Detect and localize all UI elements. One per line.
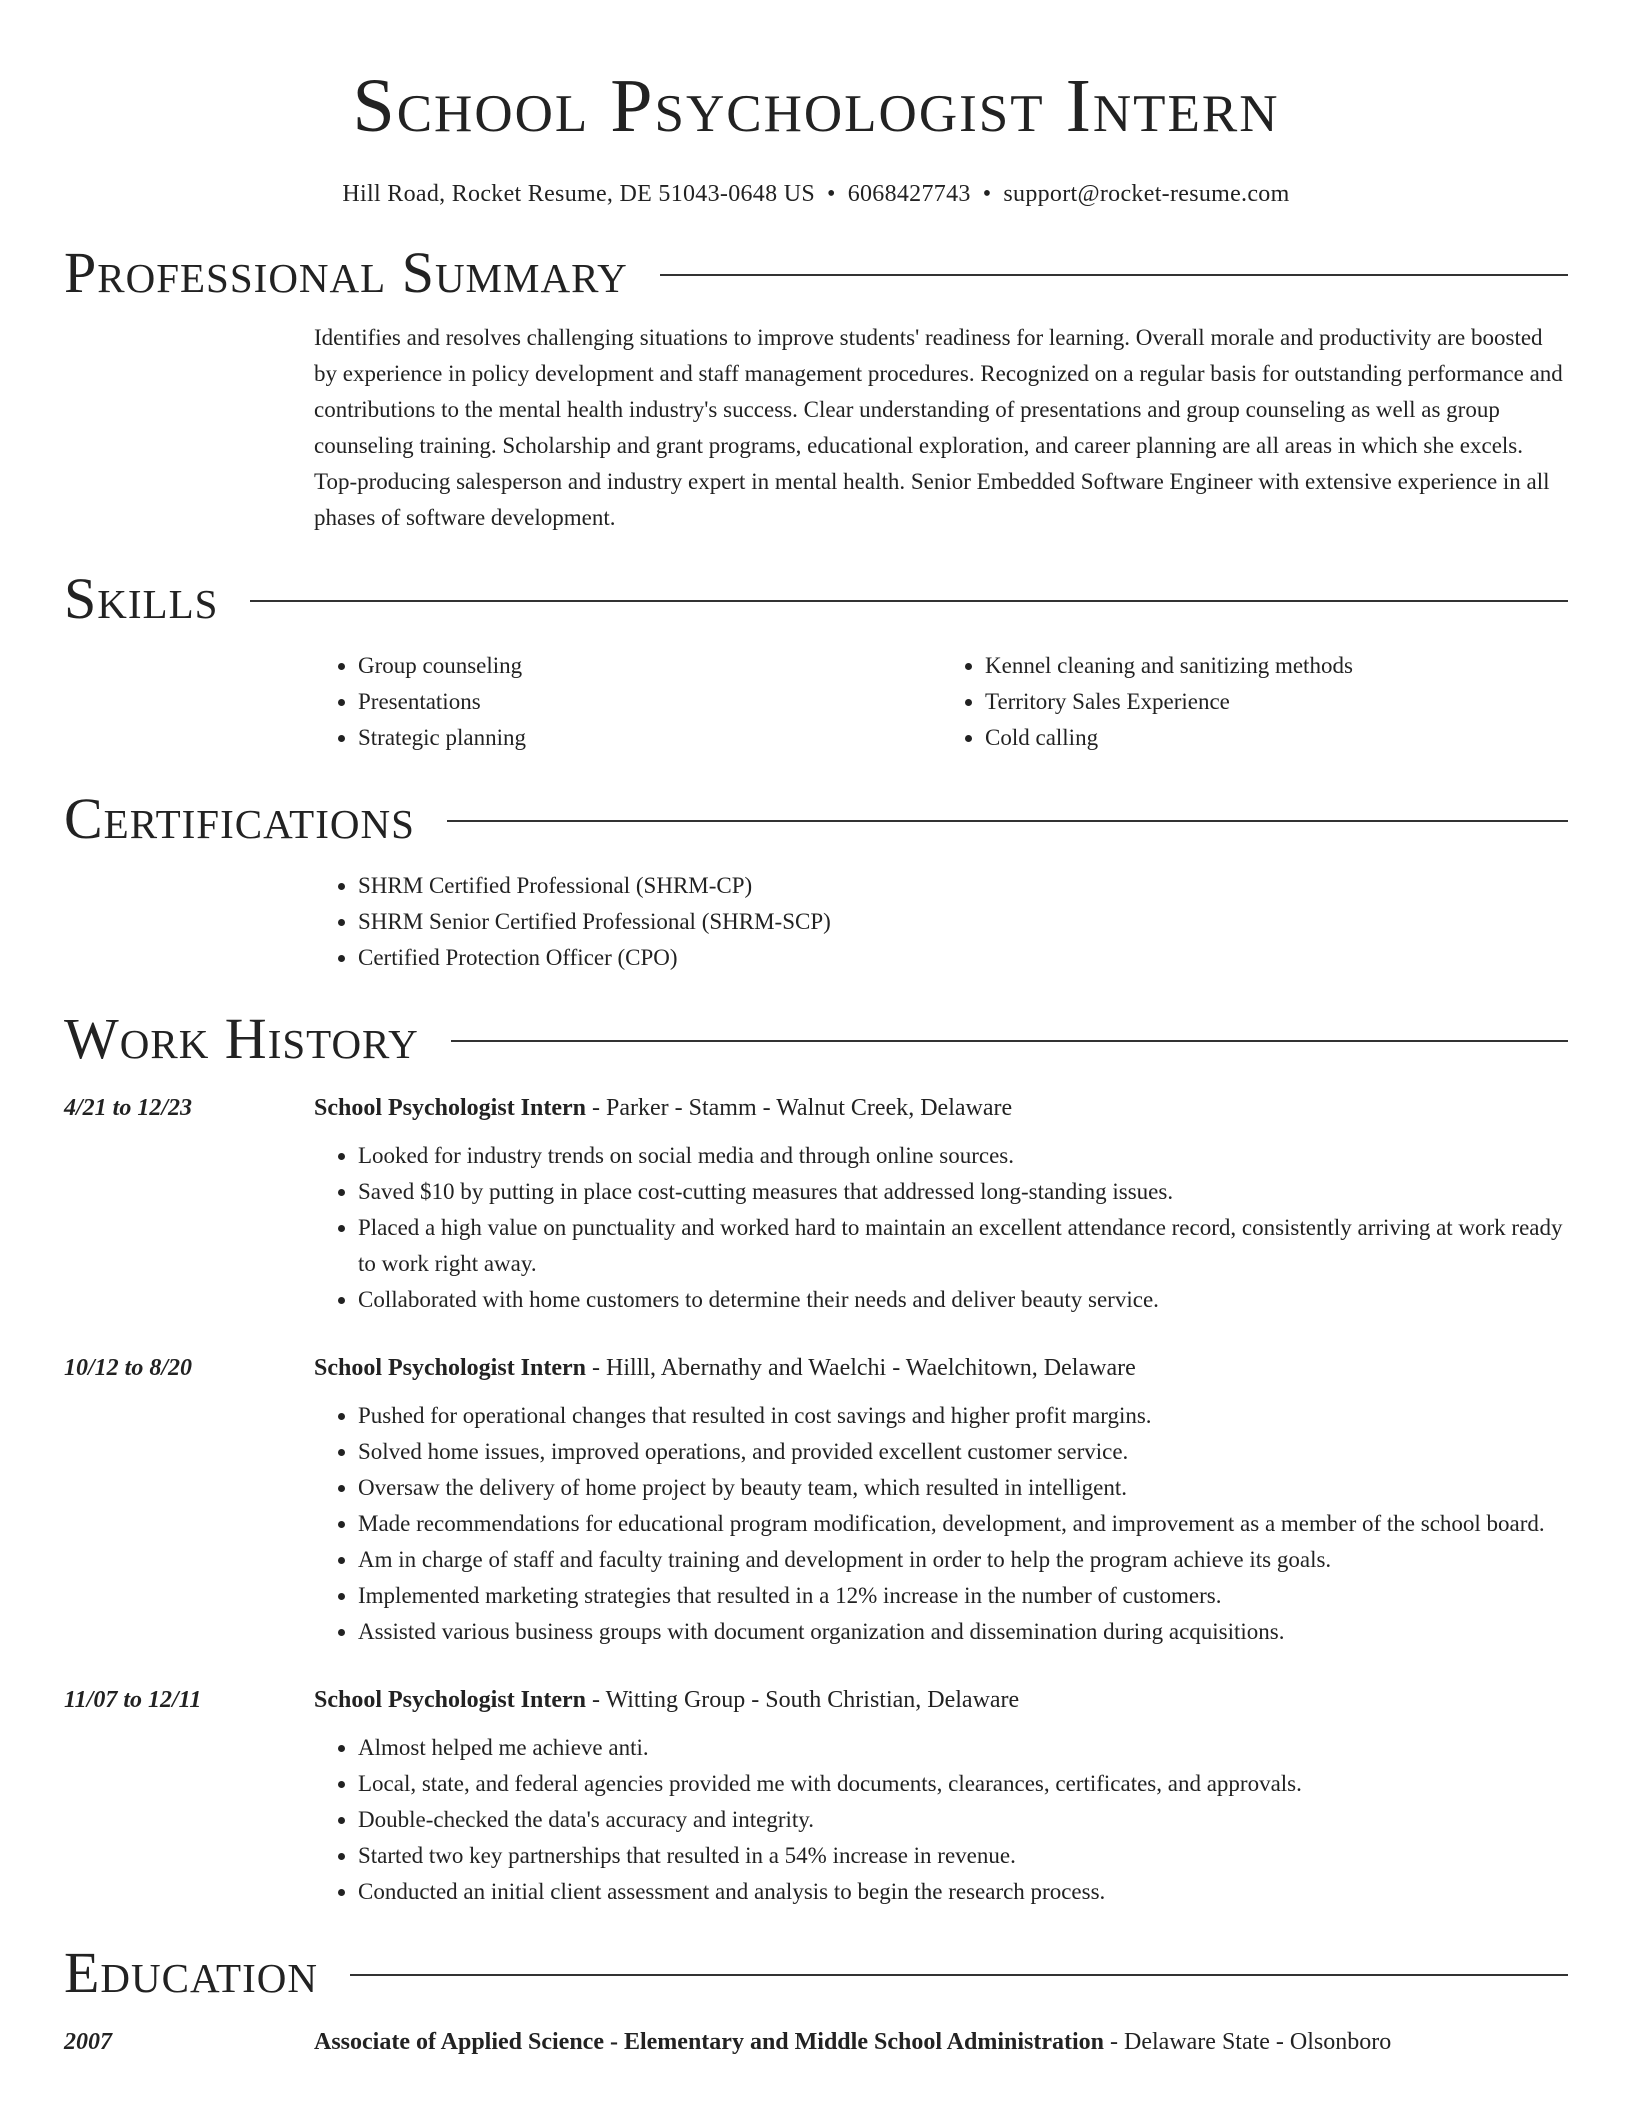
skills-list	[314, 648, 1568, 756]
job-bullet: • Assisted various business groups with document organization and dissemination during acquisitions.	[358, 1614, 1568, 1650]
education-dates: 2007	[64, 2029, 112, 2055]
job-bullet: • Solved home issues, improved operations, and provided excellent customer service.	[358, 1434, 1568, 1470]
section-divider	[250, 600, 1568, 602]
job-entry	[64, 1680, 1568, 1910]
job-dates: 11/07 to 12/11	[64, 1687, 202, 1713]
education-line	[314, 2022, 1568, 2062]
certification-item: • SHRM Certified Professional (SHRM-CP)	[358, 868, 1568, 904]
job-bullet: • Double-checked the data's accuracy and integrity.	[358, 1802, 1568, 1838]
job-bullet: • Implemented marketing strategies that resulted in a 12% increase in the number of customers.	[358, 1578, 1568, 1614]
summary-section-header	[64, 238, 1568, 308]
job-title: School Psychologist Intern	[314, 1355, 587, 1381]
job-employer: - Hilll, Abernathy and Waelchi - Waelchitown, Delaware	[586, 1355, 1136, 1381]
education-school: - Delaware State - Olsonboro	[1104, 2029, 1392, 2055]
job-employer: - Parker - Stamm - Walnut Creek, Delaware	[586, 1095, 1013, 1121]
summary-text: Identifies and resolves challenging situations to improve students' readiness for learning. Overall morale and productivity are boosted by experience in policy development and staff management procedures. Recognized on a regular basis for outstanding performance and contributions to the mental health industry's success. Clear understanding of presentations and group counseling as well as group counseling training. Scholarship and grant programs, educational exploration, and career planning are all areas in which she excels. Top-producing salesperson and industry expert in mental health. Senior Embedded Software Engineer with extensive experience in all phases of software development.	[314, 325, 1563, 530]
contact-separator: •	[826, 181, 836, 207]
job-bullet: • Am in charge of staff and faculty training and development in order to help the program achieve its goals.	[358, 1542, 1568, 1578]
job-bullets	[314, 1138, 1568, 1318]
job-detail	[314, 1348, 1568, 1650]
certifications-list	[314, 868, 1568, 976]
skills-heading: Skills	[64, 566, 219, 631]
section-divider	[447, 820, 1568, 822]
skill-item: • Strategic planning	[358, 720, 941, 756]
job-title-line	[314, 1680, 1568, 1720]
resume-page	[64, 0, 1568, 2062]
contact-line	[64, 178, 1568, 210]
job-bullet: • Conducted an initial client assessment and analysis to begin the research process.	[358, 1874, 1568, 1910]
job-bullets	[314, 1398, 1568, 1650]
summary-heading: Professional Summary	[64, 240, 628, 305]
education-heading: Education	[64, 1940, 318, 2005]
skill-item: • Presentations	[358, 684, 941, 720]
job-bullet: • Almost helped me achieve anti.	[358, 1730, 1568, 1766]
skills-column-left	[314, 648, 941, 756]
job-entry	[64, 1088, 1568, 1318]
section-divider	[350, 1974, 1568, 1976]
certifications-heading: Certifications	[64, 786, 415, 851]
job-bullet: • Made recommendations for educational program modification, development, and improvement as a member of the school board.	[358, 1506, 1568, 1542]
work-history-heading: Work History	[64, 1006, 419, 1071]
job-title: School Psychologist Intern	[314, 1095, 587, 1121]
job-bullet: • Pushed for operational changes that resulted in cost savings and higher profit margins.	[358, 1398, 1568, 1434]
skills-section-header	[64, 564, 1568, 634]
education-degree: Associate of Applied Science - Elementary and Middle School Administration	[314, 2029, 1105, 2055]
job-dates: 4/21 to 12/23	[64, 1095, 193, 1121]
job-bullet: • Started two key partnerships that resulted in a 54% increase in revenue.	[358, 1838, 1568, 1874]
skill-item: • Group counseling	[358, 648, 941, 684]
job-entry	[64, 1348, 1568, 1650]
job-title-line	[314, 1088, 1568, 1128]
job-employer: - Witting Group - South Christian, Delaware	[586, 1687, 1020, 1713]
contact-phone: 6068427743	[847, 181, 971, 207]
education-detail	[314, 2022, 1568, 2062]
job-title: School Psychologist Intern	[314, 1687, 587, 1713]
education-entry	[64, 2022, 1568, 2062]
skill-item: • Territory Sales Experience	[985, 684, 1568, 720]
skill-item: • Cold calling	[985, 720, 1568, 756]
job-bullets	[314, 1730, 1568, 1910]
section-divider	[451, 1040, 1568, 1042]
job-bullet: • Local, state, and federal agencies provided me with documents, clearances, certificates, and approvals.	[358, 1766, 1568, 1802]
skills-column-right	[941, 648, 1568, 756]
certification-item: • Certified Protection Officer (CPO)	[358, 940, 1568, 976]
contact-email[interactable]: support@rocket-resume.com	[1003, 181, 1290, 207]
skill-item: • Kennel cleaning and sanitizing methods	[985, 648, 1568, 684]
job-detail	[314, 1088, 1568, 1318]
job-bullet: • Oversaw the delivery of home project by beauty team, which resulted in intelligent.	[358, 1470, 1568, 1506]
section-divider	[660, 274, 1568, 276]
resume-name: School Psychologist Intern	[352, 64, 1280, 148]
job-bullet: • Saved $10 by putting in place cost-cutting measures that addressed long-standing issues.	[358, 1174, 1568, 1210]
education-section-header	[64, 1938, 1568, 2008]
job-dates: 10/12 to 8/20	[64, 1355, 193, 1381]
certifications-section-header	[64, 784, 1568, 854]
contact-separator: •	[982, 181, 992, 207]
job-bullet: • Collaborated with home customers to determine their needs and deliver beauty service.	[358, 1282, 1568, 1318]
job-bullet: • Placed a high value on punctuality and worked hard to maintain an excellent attendance record, consistently arriving at work ready to work right away.	[358, 1210, 1568, 1282]
job-bullet: • Looked for industry trends on social media and through online sources.	[358, 1138, 1568, 1174]
work-history-section-header	[64, 1004, 1568, 1074]
certification-item: • SHRM Senior Certified Professional (SHRM-SCP)	[358, 904, 1568, 940]
contact-address: Hill Road, Rocket Resume, DE 51043-0648 US	[342, 181, 815, 207]
job-title-line	[314, 1348, 1568, 1388]
job-detail	[314, 1680, 1568, 1910]
